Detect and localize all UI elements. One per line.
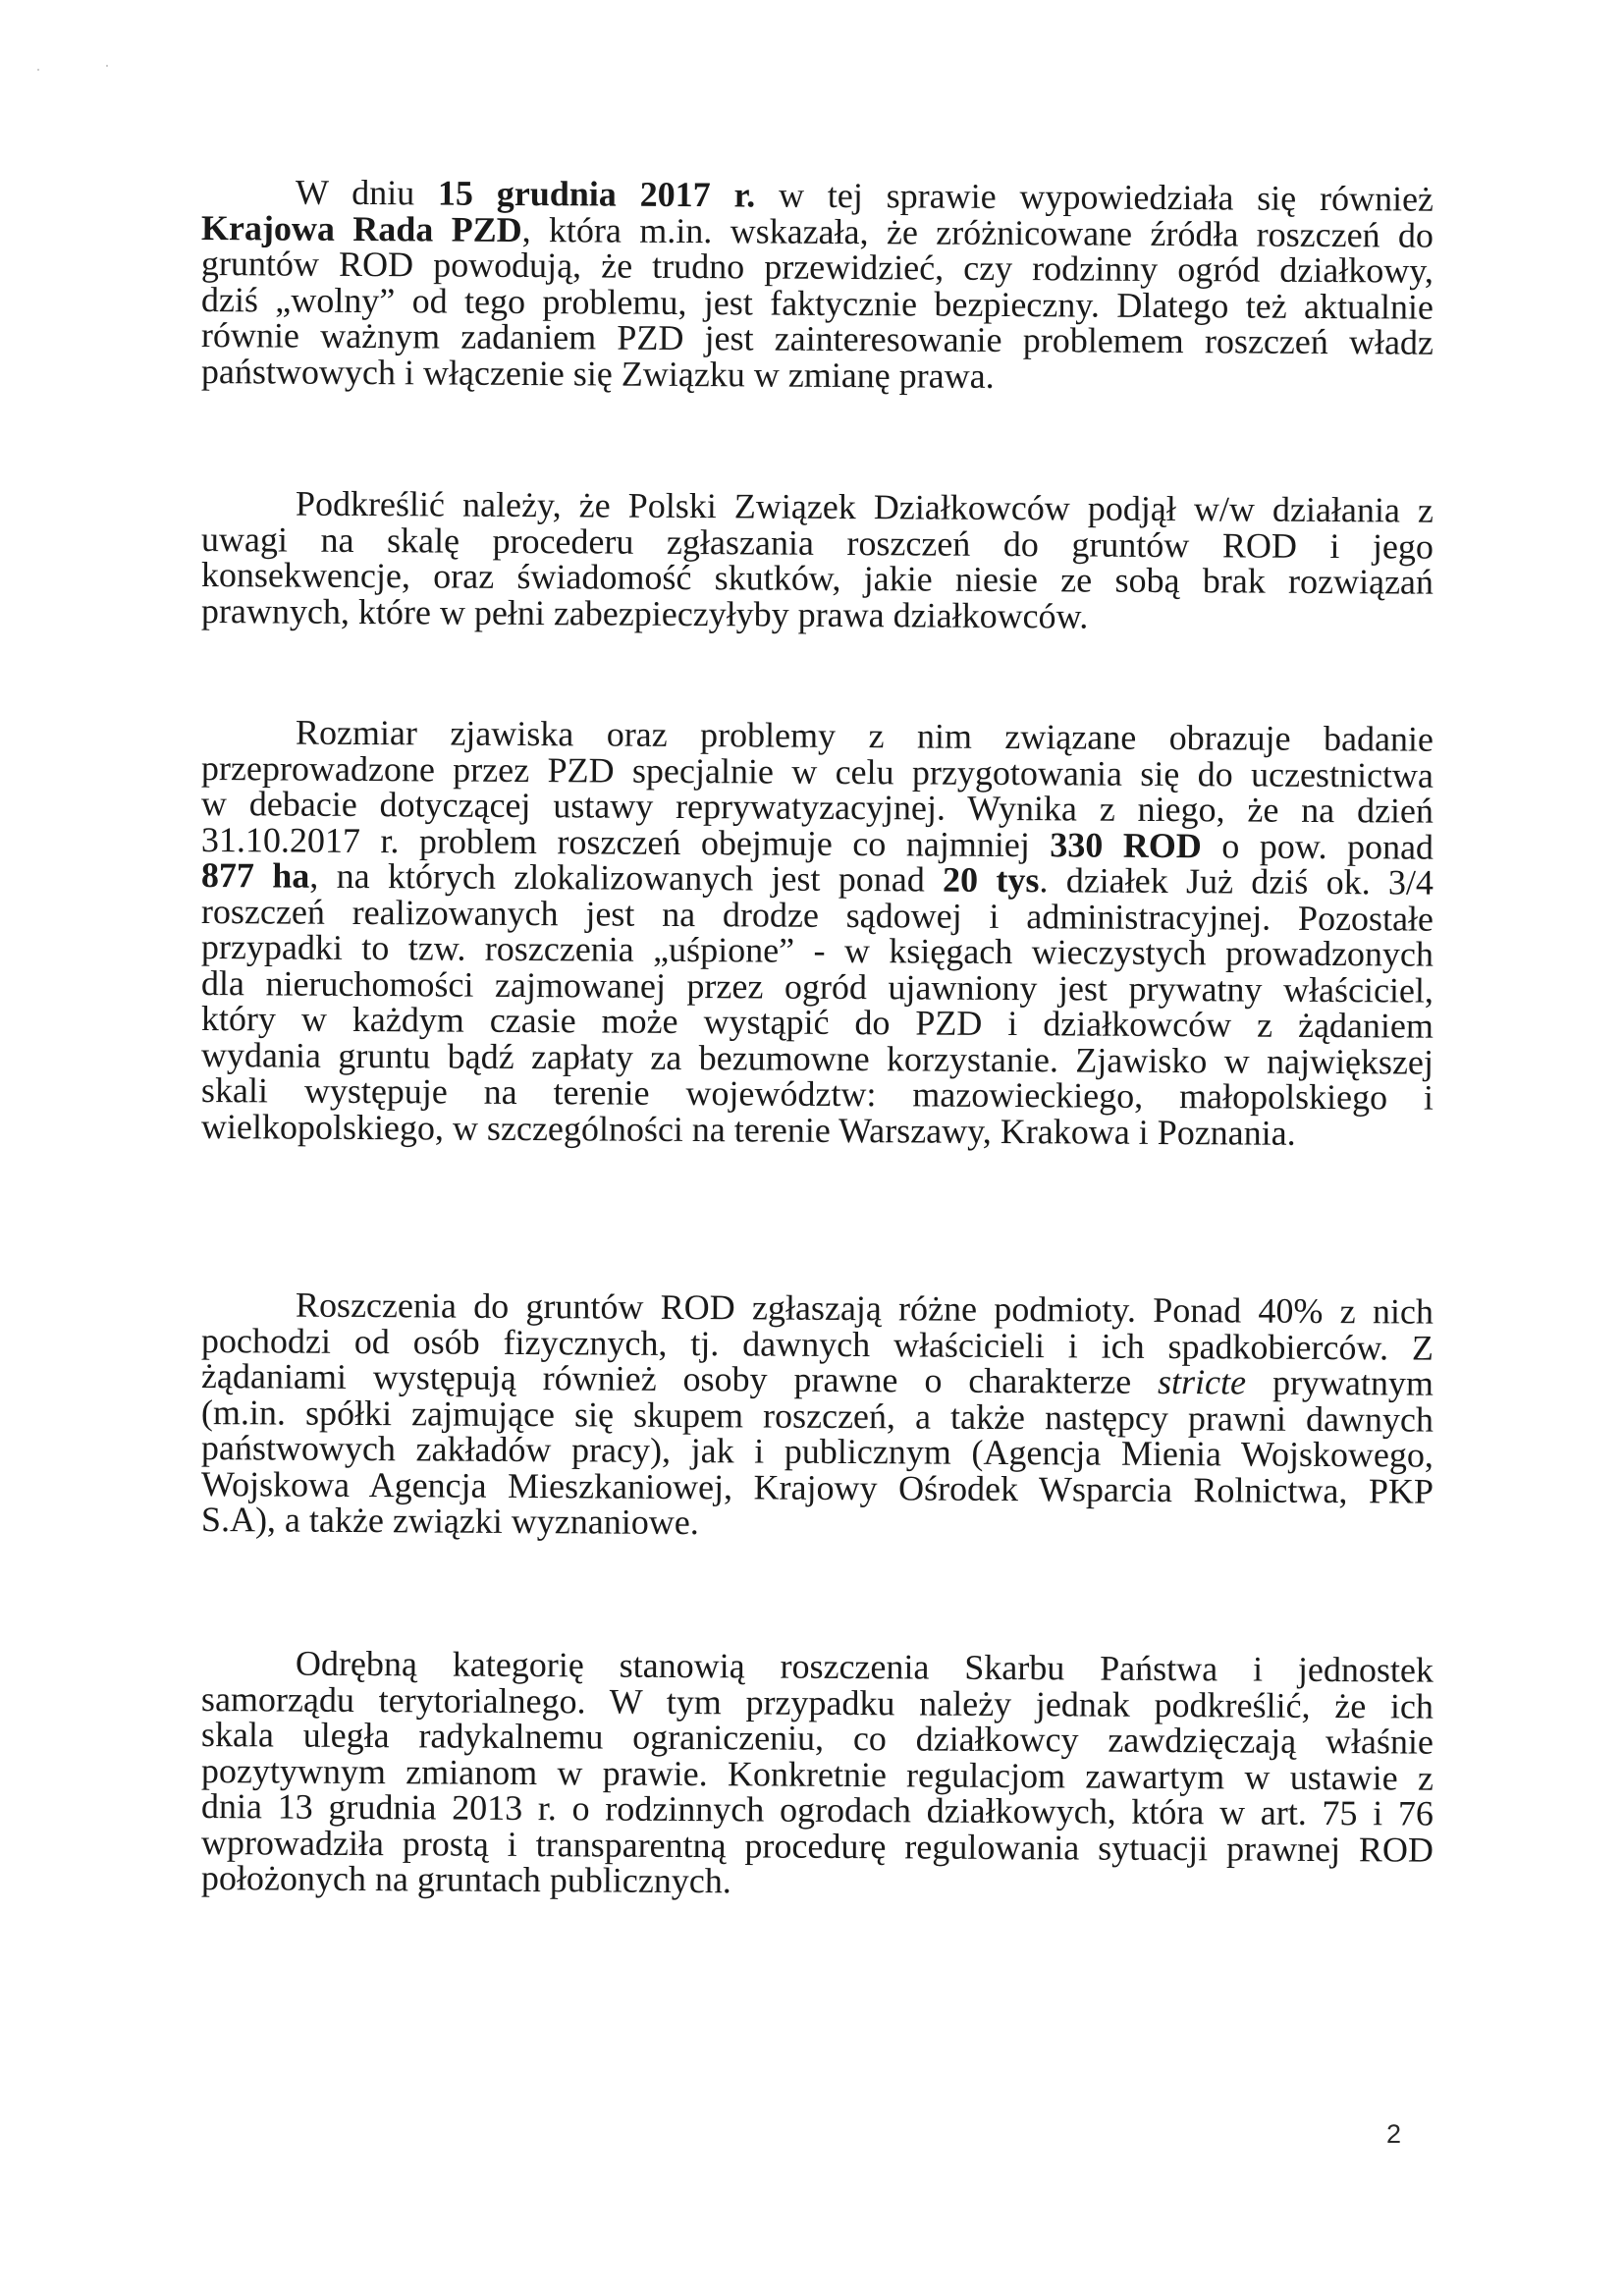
text-line — [200, 590, 1434, 636]
paragraph-3 — [200, 712, 1434, 1153]
text-run: wydania gruntu bądź zapłaty za bezumowne korzystanie. Zjawisko w największej — [200, 1034, 1434, 1082]
text-run: państwowych zakładów pracy), jak i publicznym (Agencja Mienia Wojskowego, — [200, 1428, 1434, 1475]
text-run: skala uległa radykalnemu ograniczeniu, co działkowcy zawdzięczają właśnie — [200, 1715, 1434, 1762]
text-run: Odrębną kategorię stanowią roszczenia Skarbu Państwa i jednostek — [295, 1643, 1434, 1690]
text-run: skali występuje na terenie województw: mazowieckiego, małopolskiego i — [200, 1070, 1434, 1118]
text-run: samorządu terytorialnego. W tym przypadku należy jednak podkreślić, że ich — [200, 1678, 1434, 1726]
text-line — [201, 1502, 1434, 1545]
text-line — [200, 1106, 1434, 1153]
text-run: W dniu — [295, 172, 439, 213]
text-run: (m.in. spółki zajmujące się skupem roszczeń, a także następcy prawni dawnych — [200, 1392, 1434, 1440]
text-run: uwagi na skalę procederu zgłaszania roszczeń do gruntów ROD i jego — [200, 519, 1434, 567]
bold-text: Krajowa Rada PZD — [200, 207, 522, 249]
text-run: S.A), a także związki wyznaniowe. — [200, 1500, 699, 1543]
text-run: prywatnym — [1245, 1362, 1434, 1403]
scan-speck — [37, 69, 39, 71]
page-number: 2 — [1386, 2119, 1402, 2149]
text-run: gruntów ROD powodują, że trudno przewidzieć, czy rodzinny ogród działkowy, — [200, 244, 1434, 291]
bold-text: 15 grudnia 2017 r. — [437, 173, 756, 215]
text-run: o pow. ponad — [1201, 825, 1434, 867]
text-run: przeprowadzone przez PZD specjalnie w celu przygotowania się do uczestnictwa — [200, 747, 1434, 795]
paragraph-5 — [200, 1643, 1434, 1901]
text-run: położonych na gruntach publicznych. — [200, 1858, 731, 1901]
text-run: dla nieruchomości zajmowanej przez ogród ujawniony jest prywatny właściciel, — [200, 962, 1434, 1011]
text-run: wprowadziła prostą i transparentną procedurę regulowania sytuacji prawnej ROD — [200, 1822, 1434, 1870]
text-run: wielkopolskiego, w szczególności na terenie Warszawy, Krakowa i Poznania. — [200, 1106, 1296, 1153]
text-run: przypadki to tzw. roszczenia „uśpione” - w księgach wieczystych prowadzonych — [200, 927, 1434, 974]
text-run: konsekwencje, oraz świadomość skutków, jakie niesie ze sobą brak rozwiązań — [200, 555, 1434, 602]
bold-text: 20 tys — [942, 859, 1040, 901]
paragraph-4 — [200, 1285, 1434, 1543]
text-run: równie ważnym zadaniem PZD jest zainteresowanie problemem roszczeń władz — [200, 315, 1434, 362]
bold-text: 330 ROD — [1050, 824, 1202, 865]
paragraph-2 — [200, 483, 1434, 636]
text-run: Rozmiar zjawiska oraz problemy z nim związane obrazuje badanie — [295, 712, 1434, 759]
text-run: pozytywnym zmianom w prawie. Konkretnie regulacjom zawartym w ustawie z — [200, 1750, 1434, 1798]
paragraph-1 — [200, 172, 1434, 396]
italic-text: stricte — [1157, 1361, 1247, 1402]
text-run: pochodzi od osób fizycznych, tj. dawnych właścicieli i ich spadkobierców. Z — [200, 1320, 1434, 1368]
text-run: dnia 13 grudnia 2013 r. o rodzinnych ogrodach działkowych, która w art. 75 i 76 — [200, 1786, 1434, 1833]
text-run: w tej sprawie wypowiedziała się również — [755, 175, 1434, 219]
text-run: . działek Już dziś ok. 3/4 — [1039, 860, 1434, 902]
text-line — [200, 351, 1434, 397]
text-line — [201, 1860, 1434, 1903]
text-run: roszczeń realizowanych jest na drodze sądowej i administracyjnej. Pozostałe — [200, 891, 1434, 939]
text-run: , która m.in. wskazała, że zróżnicowane źródła roszczeń do — [521, 209, 1434, 255]
text-run: Roszczenia do gruntów ROD zgłaszają różne podmioty. Ponad 40% z nich — [295, 1285, 1434, 1332]
text-run: który w każdym czasie może wystąpić do PZD i działkowców z żądaniem — [200, 999, 1434, 1046]
bold-text: 877 ha — [200, 855, 310, 896]
text-run: żądaniami występują również osoby prawne o charakterze — [200, 1356, 1159, 1401]
text-run: 31.10.2017 r. problem roszczeń obejmuje co najmniej — [200, 819, 1051, 864]
text-run: dziś „wolny” od tego problemu, jest faktycznie bezpieczny. Dlatego też aktualnie — [200, 279, 1434, 327]
scan-speck — [106, 65, 108, 67]
text-run: prawnych, które w pełni zabezpieczyłyby prawa działkowców. — [200, 590, 1089, 636]
text-run: państwowych i włączenie się Związku w zmianę prawa. — [200, 351, 995, 396]
text-run: Wojskowa Agencja Mieszkaniowej, Krajowy Ośrodek Wsparcia Rolnictwa, PKP — [200, 1463, 1434, 1511]
text-run: w debacie dotyczącej ustawy reprywatyzacyjnej. Wynika z niego, że na dzień — [200, 784, 1434, 831]
text-run: Podkreślić należy, że Polski Związek Działkowców podjął w/w działania z — [295, 483, 1434, 530]
text-run: , na których zlokalizowanych jest ponad — [309, 855, 944, 900]
